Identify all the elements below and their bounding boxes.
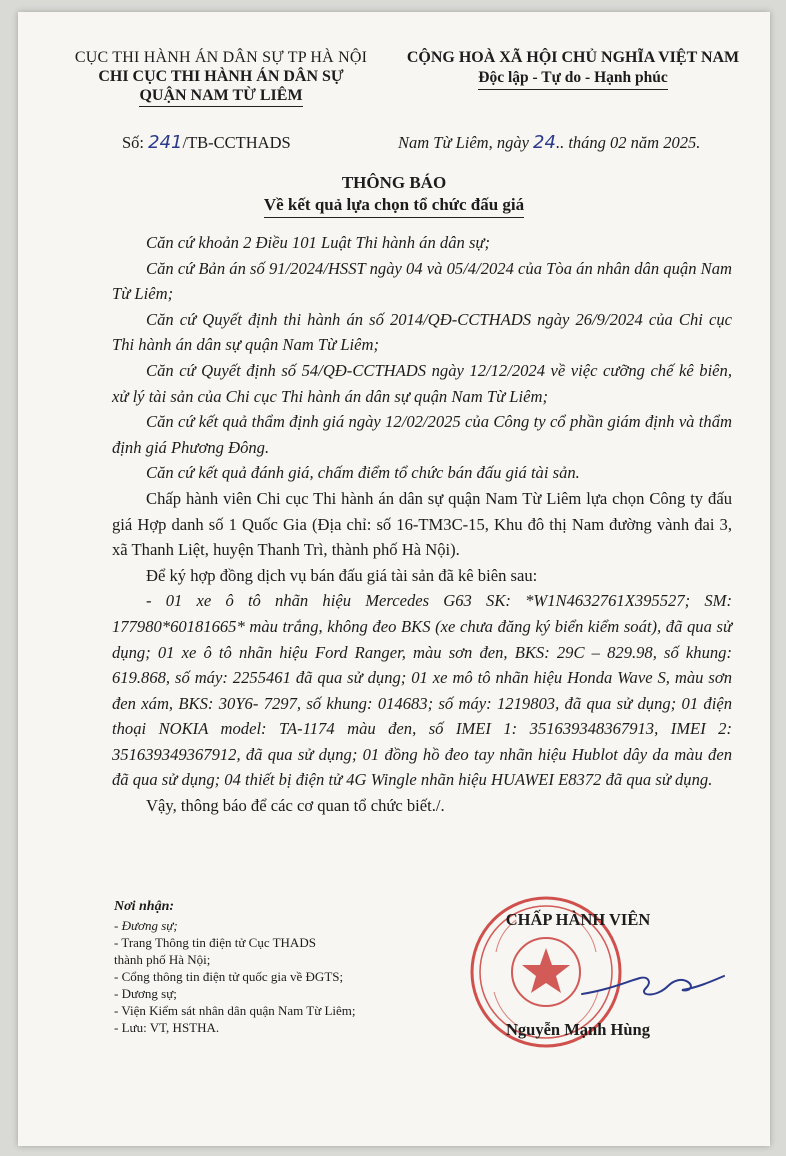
document-page xyxy=(18,12,770,1146)
contract-purpose: Để ký hợp đồng dịch vụ bán đấu giá tài sản đã kê biên sau: xyxy=(146,565,538,585)
national-heading-block xyxy=(398,48,748,90)
document-number xyxy=(122,132,291,153)
signer-name: Nguyễn Mạnh Hùng xyxy=(506,1020,650,1039)
national-motto: Độc lập - Tự do - Hạnh phúc xyxy=(478,68,667,90)
date-prefix: Nam Từ Liêm, ngày xyxy=(398,133,529,152)
signer-title: CHẤP HÀNH VIÊN xyxy=(505,910,651,929)
legal-basis-4: Căn cứ Quyết định số 54/QĐ-CCTHADS ngày 12/12/2024 về việc cưỡng chế kê biên, xử lý tài sản của Chi cục Thi hành án dân sự quận Nam Từ Liêm; xyxy=(112,360,732,406)
recipients-heading: Nơi nhận: xyxy=(114,899,175,914)
asset-list: - 01 xe ô tô nhãn hiệu Mercedes G63 SK: *W1N4632761X395527; SM: 177980*60181665* màu trắng, không đeo BKS (xe chưa đăng ký biển kiểm soát), đã qua sử dụng; 01 xe ô tô nhãn hiệu Ford Ranger, màu sơn đen, BKS: 29C – 829.98, số khung: 619.868, số máy: 2255461 đã qua sử dụng; 01 xe mô tô nhãn hiệu Honda Wave S, màu sơn đen xám, BKS: 30Y6- 7297, số khung: 014683; số máy: 1219803, đã qua sử dụng; 01 điện thoại NOKIA model: TA-1174 màu đen, số IMEI 1: 351639348367913, IMEI 2: 351639349367912, đã qua sử dụng; 01 đồng hồ đeo tay nhãn hiệu Hublot dây da màu đen đã qua sử dụng; 04 thiết bị điện tử 4G Wingle nhãn hiệu HUAWEI E8372 đã qua sử dụng. xyxy=(112,591,732,790)
document-body xyxy=(112,230,732,819)
selection-statement: Chấp hành viên Chi cục Thi hành án dân sự quận Nam Từ Liêm lựa chọn Công ty đấu giá Hợp danh số 1 Quốc Gia (Địa chỉ: số 16-TM3C-15, Khu đô thị Nam đường vành đai 3, xã Thanh Liệt, huyện Thanh Trì, thành phố Hà Nội). xyxy=(112,488,732,560)
agency-line-1: CỤC THI HÀNH ÁN DÂN SỰ TP HÀ NỘI xyxy=(74,49,368,66)
legal-basis-6: Căn cứ kết quả đánh giá, chấm điểm tổ chức bán đấu giá tài sản. xyxy=(146,463,580,483)
doc-number-suffix: /TB-CCTHADS xyxy=(182,133,291,152)
closing-statement: Vậy, thông báo để các cơ quan tổ chức biết./. xyxy=(146,796,445,816)
legal-basis-1: Căn cứ khoản 2 Điều 101 Luật Thi hành án dân sự; xyxy=(146,233,490,252)
date-suffix: .. tháng 02 năm 2025. xyxy=(555,133,701,152)
doc-number-handwritten: 241 xyxy=(148,132,183,153)
legal-basis-2: Căn cứ Bản án số 91/2024/HSST ngày 04 và 05/4/2024 của Tòa án nhân dân quận Nam Từ Liêm; xyxy=(112,258,732,304)
recipient-item: - Trang Thông tin điện tử Cục THADS xyxy=(114,935,316,950)
legal-basis-3: Căn cứ Quyết định thi hành án số 2014/QĐ-CCTHADS ngày 26/9/2024 của Chi cục Thi hành án dân sự quận Nam Từ Liêm; xyxy=(112,309,732,355)
document-date xyxy=(398,132,738,153)
handwritten-signature-icon xyxy=(578,952,728,1012)
nation-name: CỘNG HOÀ XÃ HỘI CHỦ NGHĨA VIỆT NAM xyxy=(406,49,740,66)
recipient-item: - Lưu: VT, HSTHA. xyxy=(114,1020,220,1035)
recipient-item: thành phố Hà Nội; xyxy=(114,952,211,967)
document-title: THÔNG BÁO xyxy=(341,173,447,192)
recipient-item: - Đương sự; xyxy=(114,918,178,933)
recipient-item: - Cổng thông tin điện tử quốc gia về ĐGTS; xyxy=(114,969,344,984)
issuing-agency-block xyxy=(56,48,386,107)
document-title-block xyxy=(18,172,770,218)
legal-basis-5: Căn cứ kết quả thẩm định giá ngày 12/02/2025 của Công ty cổ phần giám định và thẩm định giá Phương Đông. xyxy=(112,412,732,457)
doc-number-prefix: Số: xyxy=(122,133,145,152)
date-handwritten-day: 24 xyxy=(533,132,556,153)
agency-line-2: CHI CỤC THI HÀNH ÁN DÂN SỰ xyxy=(98,68,344,85)
document-subtitle: Về kết quả lựa chọn tổ chức đấu giá xyxy=(264,194,524,218)
recipients-block xyxy=(114,898,444,1036)
recipient-item: - Viện Kiểm sát nhân dân quận Nam Từ Liêm; xyxy=(114,1003,356,1018)
recipient-item: - Dương sự; xyxy=(114,986,177,1001)
agency-line-3: QUẬN NAM TỪ LIÊM xyxy=(139,86,302,107)
